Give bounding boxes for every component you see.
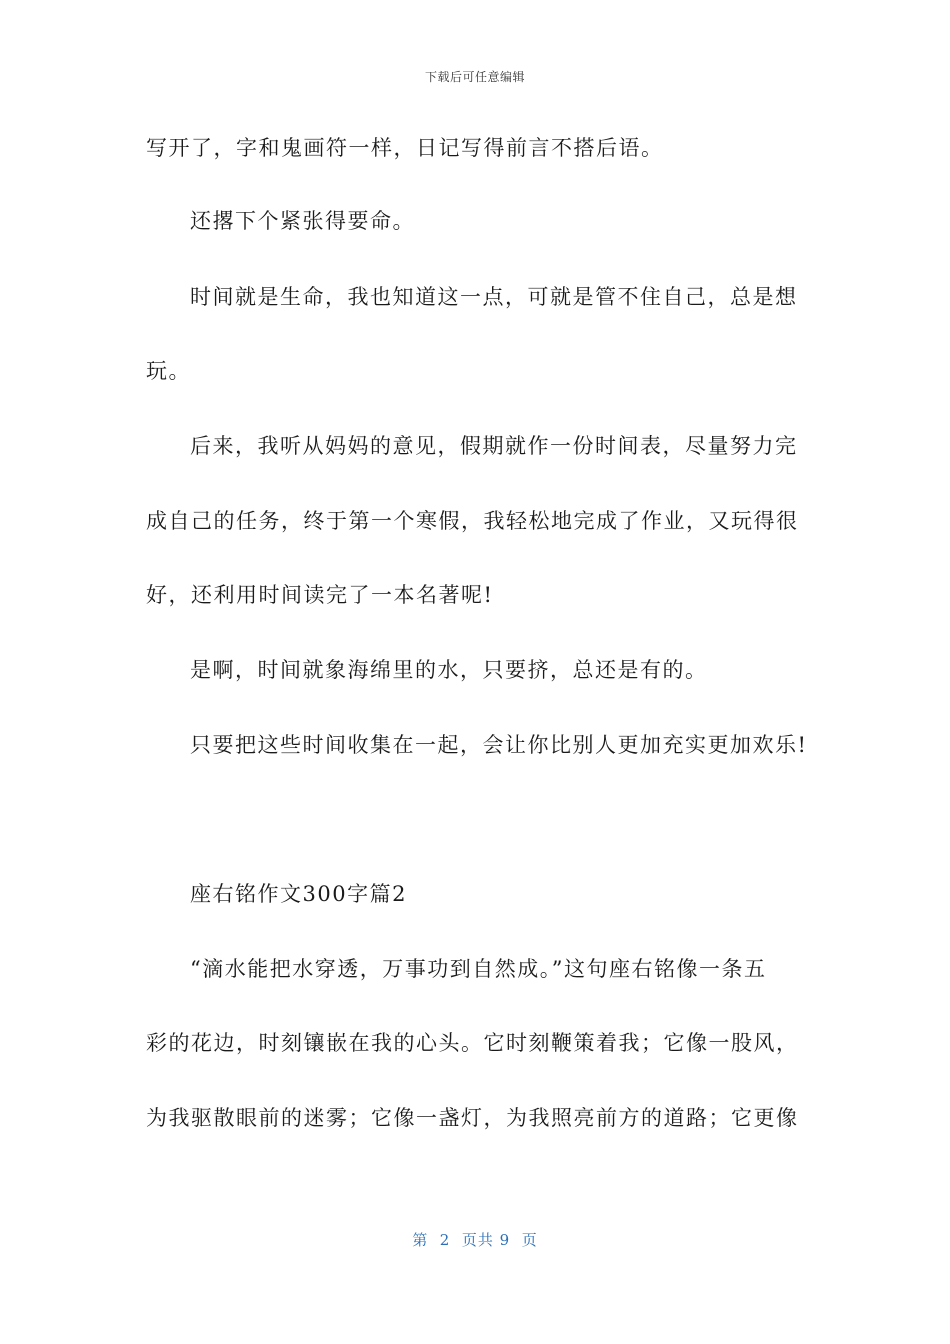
- page-footer: 第 2 页共 9 页: [412, 1231, 538, 1249]
- body-line: 只要把这些时间收集在一起，会让你比别人更加充实更加欢乐!: [190, 733, 808, 757]
- body-line: 彩的花边，时刻镶嵌在我的心头。它时刻鞭策着我；它像一股风，: [146, 1031, 799, 1055]
- body-line: 时间就是生命，我也知道这一点，可就是管不住自己，总是想: [190, 285, 798, 309]
- body-line: 后来，我听从妈妈的意见，假期就作一份时间表，尽量努力完: [190, 434, 798, 458]
- body-line: 为我驱散眼前的迷雾；它像一盏灯，为我照亮前方的道路；它更像: [146, 1106, 799, 1130]
- body-line: 玩。: [146, 359, 191, 383]
- page-header: 下载后可任意编辑: [424, 70, 525, 84]
- body-line: 写开了，字和鬼画符一样，日记写得前言不搭后语。: [146, 136, 664, 160]
- section-heading: 座右铭作文300字篇2: [190, 882, 407, 906]
- body-line: 是啊，时间就象海绵里的水，只要挤，总还是有的。: [190, 658, 708, 682]
- body-line: 好，还利用时间读完了一本名著呢!: [146, 583, 494, 607]
- body-line: 成自己的任务，终于第一个寒假，我轻松地完成了作业，又玩得很: [146, 509, 799, 533]
- body-line: 还撂下个紧张得要命。: [190, 209, 415, 233]
- body-line: “滴水能把水穿透，万事功到自然成。”这句座右铭像一条五: [190, 957, 767, 981]
